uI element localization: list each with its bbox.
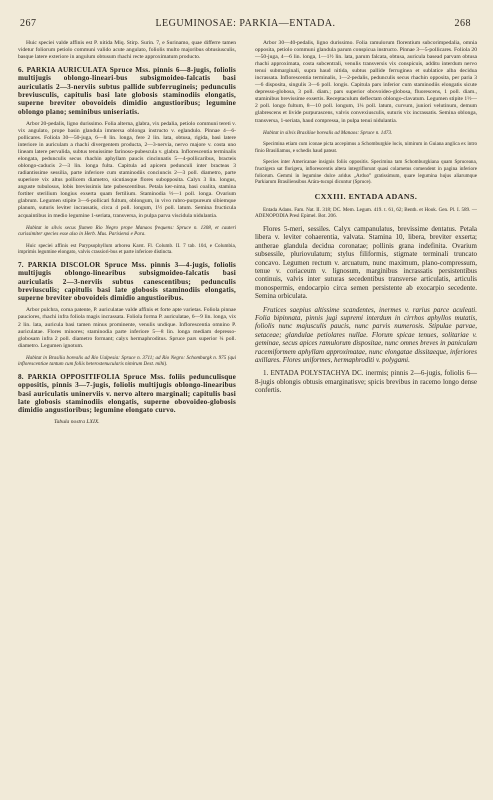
species-6-habitat: Habitat in silvis secus flumen Rio Negro prope Manaos frequens: Spruce n. 1308, et cauteri curissimiter species esse also in Herb. Mus. Parisiensi e Para. bbox=[18, 224, 236, 238]
species-6-description: Arbor 20-pedalis, ligno durissimo. Folia alterna, glabra, vix pedalia, petiolo communi tereti v. vix angulato, prope basin glandula immersa oblonga instructo v. eglandulo. Pinnae 4—6-pollicares. Foliola 30—50-juga, 6—8 lin. longa, fere 2 lin. lata, obtusa, rigida, basi latere interiore in auriculam a rhachi divergentem producta, 2—3-nervia, nervo majore v. costa uno lineam latere pervalida, subtus tenuissime farinoso-pubescula v. glabra. Inflorescentia terminalis elongata, pedunculis secus rhachin aphyllam paucis cincinnatis 5—4-pollicaribus, bracteis oblongo-caducis 2—3 lin. longa fulta. Capitula ad apicem pedunculi inter bracteas 3 radiantissime sessilia, parte inferiore cum staminodiis conciuncis 2—3 poll. diametro, parte superiore vix altus pollicem diametro, sicutiasque flores subopposita. Calyx 3 lin. longus, anguste tubulosus, lobis brevissimis late pubescentibus. Petala ker-nima, basi coalita, stamina fortiter sterilium longius exserta quam fertilium. Staminodia ½—1 poll. longa. Ovarium glabrum. Legumen stipite 3—6-pollicari fultum, oblongum, in vivo rubro-purpureum sibiemque planum, suturis leviter incrassatis, circa 4 poll. longum, 1½ poll. latum. Semina fructicula acquaintibus in medio legumine 1-seriata, transversa, in pulpa parva viscidula nidulantia. bbox=[18, 120, 236, 219]
genus-description: Flores 5-meri, sessiles. Calyx campanulatus, brevissime dentatus. Petala libera v. leviter cohaerentia, valvata. Stamina 10, libera, breviter exserta; antherae glandula decidua coronatae; pollinis grana indefinita. Ovarium subsessile, pluriovulatum; stylus filiformis, stigmate terminali truncato concavo. Legumen rectum v. arcuatum, nunc maximum, plano-compressum, tenue v. coriaceum v. lignosum, marginibus incrassatis persistentibus continuis, valvis inter suturas secedentibus transverse articulatis, articulis monospermis, endocarpio circa semen persistente ab exocarpio secedente. Semina orbiculata. bbox=[255, 224, 477, 301]
species-8-note-1: Specimina etiam cum iconae picta accepimus a Schomburgkie locis, nimirum in Guiana anglica ex intro finio Brasiliamus, e schedis haud pateat. bbox=[255, 141, 477, 154]
species-8-description: Arbor 30—40-pedalis, ligno durissimo. Folia ramulorum florentium subcorimpedalia, omnia opposita, petiolo communi glandula parum conspicua instructo. Pinnae 3—5-pollicares. Foliola 20—50-juga, 4—6 lin. longa, 1—1½ lin. lata, parum falcata, obtusa, auricula basead parvam obtusa rhachi approximata, costa subcentrali, venulis transversis vix conspicuis, additu interdum nervo tenui submarginali, supra haud nitida, subtus pallide ferruginea et sublatice alba decidua incrassata. Inflorescentia terminalis, 1—2-pedalis, pedunculis secus rhachin opposita, per paria 3—6 disposita, singulis 3—6 poll. longis. Capitula pars inferior cum staminodiis elongatis sicute depresso-globosa, 3 poll. diam.; pars superior obovoideo-globosa, fluorescens, 1 poll. diam., staminibus brevissime exsertis. Receptaculum deflectam oblongo-clavatum. Legumen stipite 1½—2 poll. longo fultum, 8—10 poll. longum, 1¼ poll. latum, curvum, juniori velutinum, demum glabrescens et livide purpurascens, valvis convexiusculis, suturis vix incrassatis. Semina oblonga, transversa, 1-seriata, haud compressa, in pulpa tenui nidulantia. bbox=[255, 40, 477, 124]
genus-habit: Frutices saepius altissime scandentes, inermes v. rarius parce aculeati. Folia bipinnata, pinnis jugi supremi interdum in cirrhos aphyllos mutatis, foliolis nunc majusculis paucis, nunc parvis numerosis. Stipulae parvae, setaceae; glandulae petiolares nullae. Florum spicae tenues, solitariae v. geminae, secus apices ramulorum dispositae, nunc omnes breves in paniculam racemiformem aphyllam approximatae, nunc elongatae dissitaeque, inferiores axillares. Flores uniformes, hermaphroditi v. polygami. bbox=[255, 305, 477, 364]
species-6-note: Huic speciei affinis est Parypsophyllum arborea Karst. Fl. Columb. II. 7 tab. 104, e Columbia, imprimis legumine elongato, valvis crassiori-bus et parte inferiore distincta. bbox=[18, 242, 236, 256]
genus-reference: Entada Adans. Fam. Nat. II. 318; DC. Mem. Legum. 419. t. 61, 62; Benth. et Hook. Gen. Pl. I. 589. — ADENOPODIA Presl Epimel. Bot. 206. bbox=[255, 206, 477, 220]
page-number-left: 267 bbox=[20, 18, 37, 29]
running-header bbox=[20, 18, 471, 32]
genus-heading: CXXIII. ENTADA ADANS. bbox=[314, 191, 418, 201]
species-8-note-2: Species inter Americanae insignis foliis oppositis. Specimina tam Schomburgkiana quam Spruceana, fructigera sat florigera, inflorescentis altera integriflorunt quasi colarnetus comendent in pagina inferiore foliorum. Gemmi in legumine dulce aridus „Arduo‟ gratissimum, quare legumina hujus aliarumque Parkiarum Brasiliensibus Arára-tucupi dicuntur (Spruce). bbox=[255, 159, 477, 186]
running-title: LEGUMINOSAE: PARKIA—ENTADA. bbox=[155, 18, 336, 29]
entada-species-1: 1. ENTADA POLYSTACHYA DC. inermis; pinnis 2—6-jugis, foliolis 6—8-jugis oblongis obtusis emarginatisve; spicis brevibus in racemo longo dense confertis. bbox=[255, 369, 477, 395]
species-6-heading: 6. PARKIA AURICULATA Spruce Mss. pinnis 6—8-jugis, foliolis multijugis oblongo-lineari-bus subsigmoideo-falcatis basi auriculatis 2—3-nerviis subtus pallide subferrugineis; pedunculis breviusculis, capitulis basi late globosis staminodiis elongatis, superne breviter obovoideis dimidio angustioribus; legumine oblongo plano; seminibus uniseriatis. bbox=[18, 66, 236, 116]
species-7-description: Arbor pulchra, coma patente, P. auriculatae valde affinis et forte apte varietas. Foliola pinnae pauciores, rhachi infra foliola magis incrassata. Foliola forma P. auriculatae, 6—9 lin. longa, vix 2 lin. lata, auricula basi tamen minus prominente, venulis undique. Inflorescentia omnino P. auriculatae. Flores minores; staminodia parte inferiore 5—8 lin. longa mediam depresso-globosam infra 2 poll. diametro formant; calyx hermaphroditus. Spruce pars superior ¼ poll. diametro. Legumen ignotum. bbox=[18, 307, 236, 349]
right-column bbox=[255, 40, 477, 400]
species-7-habitat: Habitat in Brasilia borealis ad Rio Ualpesia: Spruce n. 3711; ad Rio Negro: Schomburgk n. 975 (qui inflorescentiae tantum cum foliis heterostenucularis nimirum Dest. mihi). bbox=[18, 354, 236, 368]
species-7-heading: 7. PARKIA DISCOLOR Spruce Mss. pinnis 3—4-jugis, foliolis multijugis oblongo-linearibus subsigmoideo-falcatis basi auriculatis 2—3-nerviis subtus canescentibus; pedunculis breviusculis; capitulis basi late globosis staminodiis elongatis, superne breviter obovoideis dimidio angustioribus. bbox=[18, 260, 236, 303]
species-8-habitat: Habitat in silvis Brasiliae borealis ad Manaos: Spruce n. 1473. bbox=[263, 129, 393, 136]
page-number-right: 268 bbox=[454, 18, 471, 29]
species-8-heading: 8. PARKIA OPPOSITIFOLIA Spruce Mss. foliis pedunculisque oppositis, pinnis 3—7-jugis, foliolis multijugis oblongo-linearibus basi auriculatis uninerviis v. nervo altero marginali; capitulis basi late globosis staminodiis elongatis, superne obovoideo-globosis dimidio angustioribus; legumine elongato curvo. bbox=[18, 372, 236, 415]
left-column bbox=[18, 40, 236, 431]
plate-reference: Tabula nostra LXIX. bbox=[54, 419, 100, 426]
intro-paragraph: Huic speciei valde affinis est P. nitida Miq. Stirp. Surin. 7, e Surinamo, quae differre tamen videtur foliorum petiolo communi valido acute angulato, foliolis multo majoribus obtusiusculis, basque latere exteriore in angulum obtusum rhachi recte approximatum producto. bbox=[18, 40, 236, 61]
